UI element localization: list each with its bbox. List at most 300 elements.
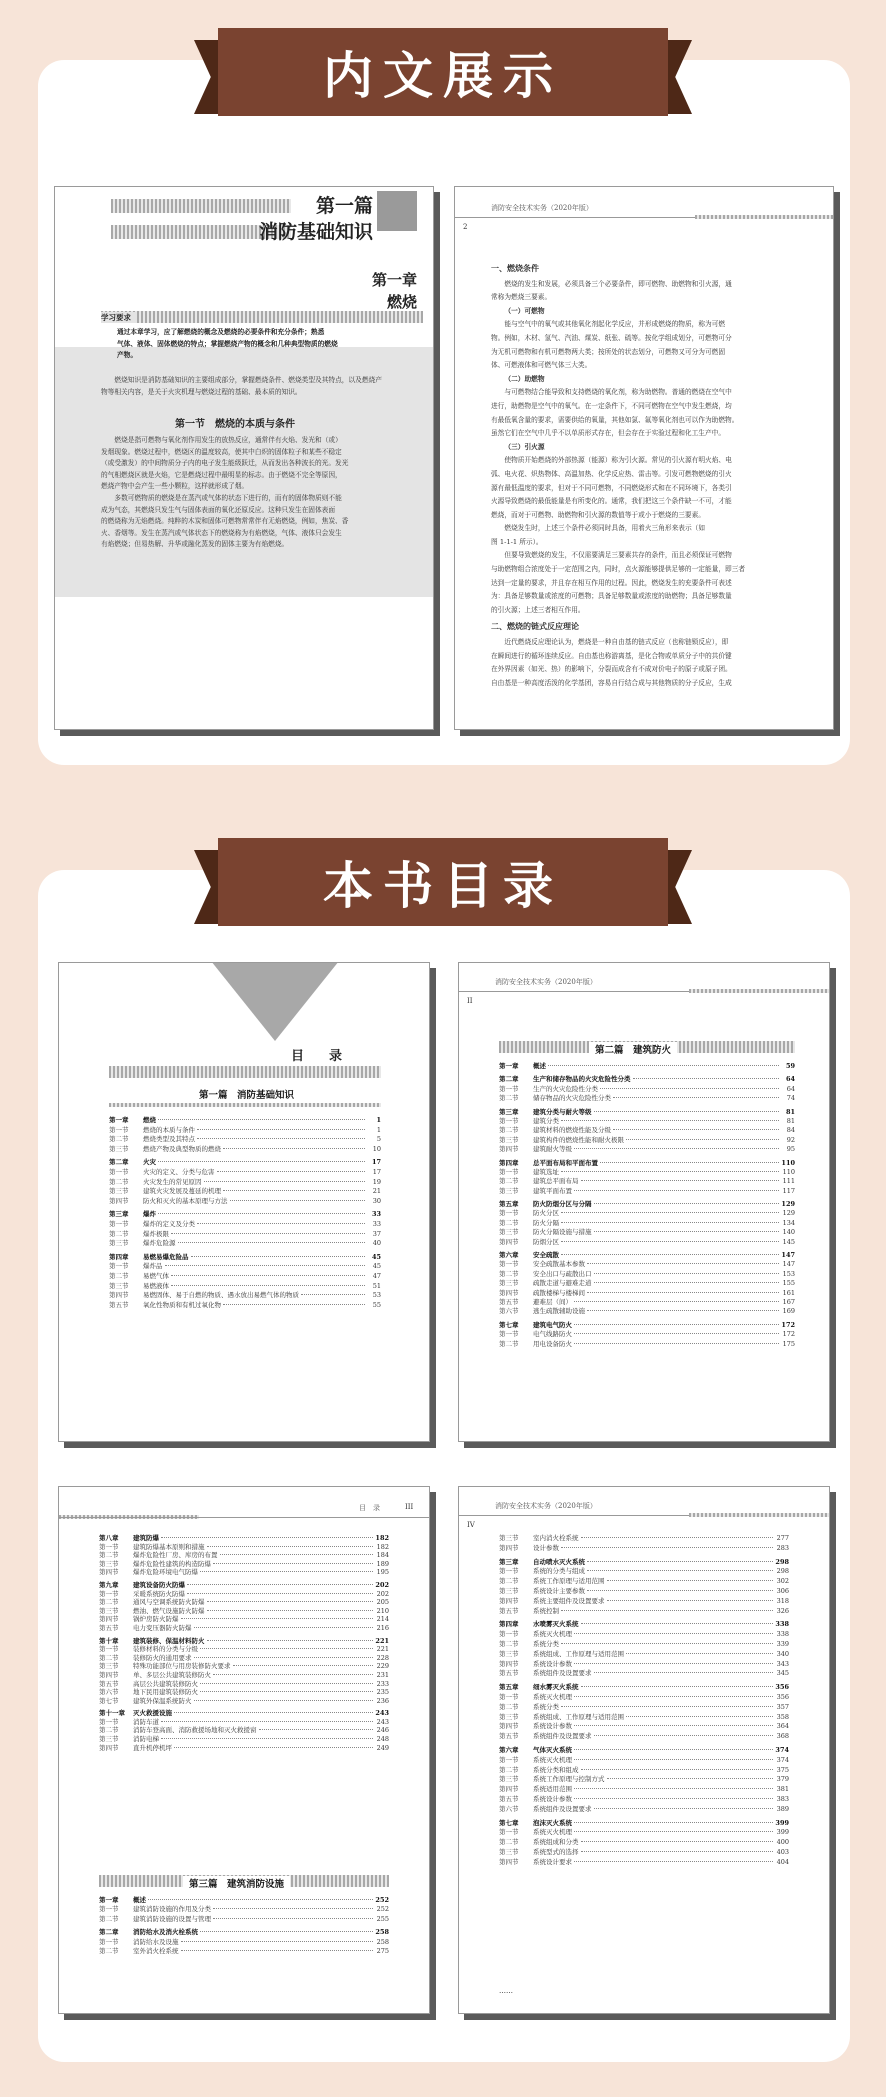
- toc-entry-title: 火灾发生的常见原因: [143, 1177, 202, 1186]
- toc-chapter-row: [99, 1895, 389, 1904]
- toc-dot-leader: [574, 1148, 779, 1149]
- toc-entry-title: 燃烧产物及典型物质的燃烧: [143, 1144, 221, 1153]
- toc-number: 第五节: [99, 1679, 119, 1688]
- toc-number: 第二节: [99, 1726, 119, 1735]
- toc-entry-title: 建筑电气防火: [533, 1320, 572, 1329]
- toc-entry-title: 防火和灭火的基本原理与方法: [143, 1196, 228, 1205]
- toc-section-row: [99, 1670, 389, 1679]
- toc-number: 第二节: [109, 1271, 129, 1280]
- toc-dot-leader: [561, 1241, 779, 1242]
- toc-entry-title: 火灾的定义、分类与危害: [143, 1167, 215, 1176]
- toc-entry-title: 易燃固体、易于自燃的物质、遇水放出易燃气体的物质: [143, 1291, 299, 1300]
- toc-page-number: 175: [782, 1339, 795, 1348]
- toc-dot-leader: [574, 1333, 779, 1334]
- page-number: 2: [463, 223, 468, 231]
- decor-triangle: [211, 962, 339, 1041]
- toc-dot-leader: [561, 1643, 773, 1644]
- toc-page-number: 258: [375, 1928, 389, 1937]
- toc-chapter-row: [109, 1115, 381, 1125]
- toc-entry-title: 建筑消防设施的设置与管理: [133, 1914, 211, 1923]
- toc-dot-leader: [561, 1120, 779, 1121]
- toc-page-number: 182: [376, 1542, 389, 1551]
- toc-page-number: 92: [786, 1135, 795, 1144]
- toc-number: 第三章: [109, 1210, 129, 1219]
- toc-entry-title: 系统设计参数: [533, 1794, 572, 1803]
- toc-number: 第五节: [499, 1732, 519, 1741]
- toc-chapter-row: [499, 1557, 789, 1567]
- toc-entry-title: 装修防火的通用要求: [133, 1653, 192, 1662]
- toc-page-number: 231: [376, 1670, 389, 1679]
- toc-section-row: [499, 1566, 789, 1576]
- toc-dot-leader: [548, 1065, 779, 1066]
- toc-page-number: 358: [776, 1712, 789, 1721]
- toc-number: 第三节: [499, 1279, 519, 1288]
- toc-dot-leader: [148, 1899, 373, 1900]
- toc-entry-title: 泡沫灭火系统: [533, 1818, 572, 1827]
- toc-number: 第四节: [499, 1785, 519, 1794]
- toc-entry-title: 火灾: [143, 1158, 156, 1167]
- toc-entry-title: 防火分隔设施与措施: [533, 1228, 592, 1237]
- toc-section-row: [109, 1281, 381, 1291]
- toc-entry-title: 逃生疏散辅助设施: [533, 1307, 585, 1316]
- toc-entry-title: 系统设计参数: [533, 1722, 572, 1731]
- toc-dot-leader: [561, 1610, 773, 1611]
- toc-dot-leader: [633, 1078, 780, 1079]
- toc-number: 第一节: [99, 1717, 119, 1726]
- toc-dot-leader: [574, 1788, 773, 1789]
- toc-page-number: 17: [372, 1167, 381, 1176]
- toc-entry-title: 生产和储存物品的火灾危险性分类: [533, 1075, 631, 1084]
- toc-entry-title: 建筑总平面布局: [533, 1177, 579, 1186]
- toc-section-row: [499, 1288, 795, 1297]
- toc-page-number: 17: [371, 1158, 381, 1167]
- toc-page-number: 134: [782, 1218, 795, 1227]
- page-number: IV: [467, 1521, 475, 1529]
- toc-number: 第三节: [99, 1559, 119, 1568]
- toc-section-row: [499, 1218, 795, 1227]
- toc-number: 第二节: [499, 1094, 519, 1103]
- toc-section-row: [109, 1196, 381, 1206]
- toc-dot-leader: [200, 1931, 373, 1932]
- toc-number: 第六章: [499, 1251, 519, 1260]
- section-ribbon-content: [208, 28, 678, 116]
- toc-page-number: 19: [372, 1177, 381, 1186]
- toc-number: 第二节: [499, 1702, 519, 1711]
- toc-page-number: 343: [776, 1659, 789, 1668]
- toc-dot-leader: [178, 1242, 366, 1243]
- toc-section-row: [99, 1653, 389, 1662]
- toc-number: 第三节: [499, 1135, 519, 1144]
- toc-dot-leader: [174, 1747, 373, 1748]
- toc-section-row: [499, 1208, 795, 1217]
- toc-page-number: 277: [776, 1534, 789, 1542]
- toc-page-number: 110: [781, 1158, 795, 1167]
- toc-entry-title: 灭火救援设施: [133, 1709, 172, 1718]
- toc-dot-leader: [594, 1203, 780, 1204]
- text-line: 燃烧发生时，上述三个条件必须同时具备，用着火三角形来表示（如: [504, 524, 706, 533]
- toc-entry-title: 爆炸危险性建筑的构造防爆: [133, 1559, 211, 1568]
- header-rule: [59, 1517, 430, 1518]
- toc-part-title: 第一篇 消防基础知识: [199, 1090, 295, 1101]
- toc-section-row: [499, 1116, 795, 1125]
- toc-number: 第二节: [499, 1639, 519, 1648]
- toc-dot-leader: [574, 1343, 779, 1344]
- toc-dot-leader: [594, 1282, 780, 1283]
- toc-entry-title: 系统组件及设置要求: [533, 1804, 592, 1813]
- toc-number: 第四节: [499, 1722, 519, 1731]
- toc-number: 第一章: [109, 1116, 129, 1124]
- toc-number: 第四节: [499, 1543, 519, 1552]
- toc-section-row: [499, 1606, 789, 1616]
- toc-list: [499, 1533, 789, 1867]
- toc-page-number: 110: [782, 1167, 795, 1176]
- toc-page-number: 161: [782, 1288, 795, 1297]
- text-line: 图 1-1-1 所示）。: [491, 537, 543, 546]
- toc-chapter-row: [99, 1708, 389, 1717]
- toc-section-row: [499, 1668, 789, 1678]
- toc-entry-title: 建筑装修、保温材料防火: [133, 1636, 205, 1645]
- toc-section-row: [99, 1937, 389, 1946]
- toc-list: [99, 1891, 389, 1955]
- toc-number: 第一节: [109, 1167, 129, 1176]
- toc-chapter-row: [499, 1250, 795, 1259]
- toc-number: 第二节: [499, 1126, 519, 1135]
- toc-chapter-row: [109, 1209, 381, 1219]
- text-line: 进行，助燃物是空气中的氧气。在一定条件下，不同可燃物在空气中发生燃烧，均: [491, 401, 732, 410]
- toc-page-number: 356: [776, 1692, 789, 1701]
- toc-page-number: 302: [776, 1577, 789, 1586]
- toc-page-number: 147: [781, 1251, 795, 1260]
- toc-page-number: 236: [376, 1696, 389, 1705]
- toc-section-row: [499, 1093, 795, 1102]
- toc-number: 第四节: [499, 1596, 519, 1605]
- toc-page-number: 145: [782, 1237, 795, 1246]
- text-line: 物。例如，木材、氢气、汽油、煤炭、纸张、硫等。按化学组成划分，可燃物可分: [491, 333, 732, 342]
- toc-entry-title: 通风与空调系统防火防爆: [133, 1598, 205, 1607]
- toc-entry-title: 消防车道: [133, 1717, 159, 1726]
- toc-number: 第一节: [499, 1630, 519, 1639]
- toc-dot-leader: [594, 1273, 780, 1274]
- toc-page-number: 111: [782, 1177, 795, 1186]
- toc-page-number: 117: [782, 1186, 795, 1195]
- book-page-chapter-opening: [54, 186, 434, 730]
- toc-dot-leader: [594, 1111, 780, 1112]
- toc-page-number: 374: [776, 1755, 789, 1764]
- header-stripe: [689, 989, 830, 993]
- toc-number: 第四节: [99, 1615, 119, 1624]
- toc-number: 第五节: [99, 1623, 119, 1632]
- toc-number: 第二节: [109, 1135, 129, 1144]
- toc-entry-title: 建筑火灾发展及蔓延的机理: [143, 1187, 221, 1196]
- toc-page-number: 381: [776, 1785, 789, 1794]
- toc-section-row: [109, 1177, 381, 1187]
- toc-number: 第三节: [109, 1281, 129, 1290]
- toc-page-number: 235: [376, 1688, 389, 1697]
- toc-section-row: [499, 1586, 789, 1596]
- toc-section-row: [499, 1847, 789, 1857]
- toc-page-number: 258: [376, 1937, 389, 1946]
- toc-dot-leader: [561, 1706, 773, 1707]
- text-line: 能与空气中的氧气或其他氧化剂起化学反应，并形成燃烧的物质，称为可燃: [504, 320, 726, 329]
- toc-page-number: 379: [776, 1775, 789, 1784]
- toc-page-number: 399: [776, 1828, 789, 1837]
- toc-page-number: 252: [376, 1905, 389, 1914]
- toc-entry-title: 设计参数: [533, 1543, 559, 1552]
- toc-page-number: 167: [782, 1297, 795, 1306]
- toc-number: 第六章: [499, 1745, 519, 1754]
- toc-number: 第二节: [499, 1218, 519, 1227]
- toc-number: 第一节: [499, 1755, 519, 1764]
- toc-dot-leader: [207, 1601, 374, 1602]
- toc-chapter-row: [499, 1107, 795, 1116]
- body-text: 燃烧是指可燃物与氧化剂作用发生的放热反应，通常伴有火焰、发光和（或） 发烟现象。燃烧过程中，燃烧区的温度较高，使其中白炽的固体粒子和某些不稳定 （或受激发）的中间物质分子内的电子发生能级跃迁，从而发出各种波长的光。发光 的气相燃烧区就是火焰，它是燃烧过程中最明显的标志。由于燃烧不完全等原因， 燃烧产物中会产生一些小颗粒，这样就形成了烟。 多数可燃物质的燃烧是在蒸汽或气体的状态下进行的，而有的固体物质则不能 成为气态，其燃烧只发生气与固体表面的氧化还原反应。这种只发生在固体表面 的燃烧称为无焰燃烧。纯粹的木炭和固体可燃物常常伴有无焰燃烧，例如，焦炭、香 火、香烟等。发生在蒸汽或气体状态下的燃烧称为有焰燃烧，气体、液体只会发生 有焰燃烧；但易热解、升华或融化蒸发的固体主要为有焰燃烧。: [101, 436, 349, 549]
- toc-entry-title: 气体灭火系统: [533, 1745, 572, 1754]
- toc-number: 第二节: [99, 1551, 119, 1560]
- toc-section-row: [99, 1743, 389, 1752]
- toc-section-row: [499, 1269, 795, 1278]
- toc-section-row: [99, 1597, 389, 1606]
- toc-page-number: 318: [776, 1596, 789, 1605]
- toc-section-row: [499, 1596, 789, 1606]
- toc-list: [99, 1529, 389, 1751]
- toc-number: 第三节: [499, 1586, 519, 1595]
- toc-dot-leader: [574, 1798, 773, 1799]
- toc-section-row: [499, 1692, 789, 1702]
- toc-entry-title: 避难层（间）: [533, 1297, 572, 1306]
- toc-page-number: 249: [376, 1743, 389, 1752]
- toc-section-row: [499, 1135, 795, 1144]
- toc-number: 第四节: [99, 1743, 119, 1752]
- toc-section-row: [499, 1339, 795, 1348]
- toc-entry-title: 系统灭火机理: [533, 1828, 572, 1837]
- toc-page-number: 389: [776, 1804, 789, 1813]
- toc-dot-leader: [594, 1808, 774, 1809]
- toc-entry-title: 系统型式的选择: [533, 1847, 579, 1856]
- toc-section-row: [99, 1614, 389, 1623]
- toc-dot-leader: [613, 1129, 779, 1130]
- toc-page-number: 202: [376, 1589, 389, 1598]
- page-number: II: [467, 997, 473, 1005]
- intro-text: 燃烧知识是消防基础知识的主要组成部分，掌握燃烧条件、燃烧类型及其特点，以及燃烧产 物等相关内容，是关于火灾机理与燃烧过程的基础、最本质的知识。: [101, 376, 382, 396]
- toc-section-row: [499, 1857, 789, 1867]
- toc-page-number: 221: [376, 1645, 389, 1654]
- toc-section-row: [499, 1227, 795, 1236]
- toc-number: 第一节: [99, 1905, 119, 1914]
- toc-number: 第五节: [109, 1300, 129, 1309]
- toc-number: 第一节: [499, 1084, 519, 1093]
- toc-number: 第三节: [499, 1712, 519, 1721]
- toc-number: 第二节: [499, 1765, 519, 1774]
- toc-number: 第三节: [499, 1649, 519, 1658]
- toc-number: 第一节: [109, 1219, 129, 1228]
- toc-entry-title: 爆炸危险性厂房、库房的布置: [133, 1551, 218, 1560]
- toc-number: 第三节: [109, 1187, 129, 1196]
- toc-number: 第五节: [499, 1669, 519, 1678]
- decor-stripe: [111, 199, 291, 213]
- toc-section-row: [499, 1543, 789, 1553]
- toc-dot-leader: [581, 1180, 780, 1181]
- toc-entry-title: 易燃液体: [143, 1281, 169, 1290]
- toc-entry-title: 防火分区: [533, 1209, 559, 1218]
- toc-entry-title: 燃烧类型及其特点: [143, 1135, 195, 1144]
- toc-chapter-row: [109, 1157, 381, 1167]
- toc-dot-leader: [197, 1138, 365, 1139]
- toc-dot-leader: [574, 1861, 773, 1862]
- toc-page-number: 33: [372, 1219, 381, 1228]
- toc-dot-leader: [181, 1941, 374, 1942]
- toc-dot-leader: [587, 1561, 773, 1562]
- toc-entry-title: 建筑分类: [533, 1116, 559, 1125]
- toc-page-number: 229: [376, 1662, 389, 1671]
- toc-dot-leader: [213, 1674, 373, 1675]
- toc-page-number: 298: [776, 1567, 789, 1576]
- toc-number: 第十章: [99, 1636, 119, 1645]
- toc-number: 第三节: [499, 1775, 519, 1784]
- toc-chapter-row: [499, 1682, 789, 1692]
- toc-dot-leader: [194, 1627, 374, 1628]
- toc-page-number: 326: [776, 1606, 789, 1615]
- toc-entry-title: 系统设计主要参数: [533, 1586, 585, 1595]
- goal-label: 学习要求: [101, 312, 137, 323]
- toc-section-row: [109, 1271, 381, 1281]
- toc-page-number: 340: [776, 1649, 789, 1658]
- toc-dot-leader: [207, 1610, 374, 1611]
- toc-number: 第三节: [99, 1662, 119, 1671]
- toc-entry-title: 总平面布局和平面布置: [533, 1158, 598, 1167]
- toc-section-row: [99, 1725, 389, 1734]
- toc-entry-title: 建筑防爆基本原则和措施: [133, 1542, 205, 1551]
- part-title: 消防基础知识: [258, 221, 373, 243]
- toc-chapter-row: [99, 1533, 389, 1542]
- toc-number: 第一节: [99, 1645, 119, 1654]
- toc-page-4: [458, 1486, 830, 2014]
- toc-number: 第三节: [99, 1735, 119, 1744]
- toc-section-row: [99, 1644, 389, 1653]
- toc-entry-title: 建筑设备防火防爆: [133, 1580, 185, 1589]
- toc-section-row: [99, 1606, 389, 1615]
- text-line: 常称为燃烧三要素。: [491, 293, 552, 302]
- toc-chapter-row: [499, 1619, 789, 1629]
- section-heading: 第一节 燃烧的本质与条件: [175, 419, 295, 430]
- running-header: 消防安全技术实务（2020年版）: [491, 204, 593, 212]
- toc-section-row: [99, 1542, 389, 1551]
- toc-number: 第三节: [499, 1534, 519, 1542]
- toc-entry-title: 系统组成、工作原理与适用范围: [533, 1649, 624, 1658]
- toc-dot-leader: [587, 1263, 779, 1264]
- toc-dot-leader: [574, 1696, 773, 1697]
- toc-entry-title: 系统的分类与组成: [533, 1567, 585, 1576]
- toc-page-number: 147: [782, 1260, 795, 1269]
- toc-section-row: [109, 1219, 381, 1229]
- toc-section-row: [99, 1687, 389, 1696]
- toc-ellipsis: ……: [499, 1987, 513, 1995]
- section-title: 本书目录: [323, 857, 563, 915]
- toc-dot-leader: [207, 1546, 374, 1547]
- toc-part-title: 第三篇 建筑消防设施: [183, 1876, 290, 1890]
- toc-dot-leader: [217, 1171, 366, 1172]
- toc-dot-leader: [587, 1590, 773, 1591]
- toc-number: 第五章: [499, 1200, 519, 1209]
- toc-number: 第三章: [499, 1107, 519, 1116]
- toc-section-row: [109, 1186, 381, 1196]
- toc-page-number: 81: [785, 1107, 795, 1116]
- text-line: 与可燃物结合能导致和支持燃烧的氧化剂，称为助燃物。普通的燃烧在空气中: [504, 388, 732, 397]
- chapter-label: 第一章: [371, 271, 417, 289]
- toc-section-row: [99, 1904, 389, 1913]
- toc-title: 目 录: [291, 1049, 349, 1064]
- toc-entry-title: 防火分隔: [533, 1218, 559, 1227]
- toc-section-row: [499, 1721, 789, 1731]
- toc-dot-leader: [187, 1584, 373, 1585]
- toc-number: 第四节: [99, 1568, 119, 1577]
- toc-dot-leader: [213, 1563, 373, 1564]
- toc-section-row: [499, 1784, 789, 1794]
- toc-page-number: 210: [376, 1606, 389, 1615]
- toc-chapter-row: [109, 1252, 381, 1262]
- toc-number: 第七章: [499, 1818, 519, 1827]
- toc-entry-title: 系统适用范围: [533, 1785, 572, 1794]
- toc-page-number: 1: [376, 1116, 381, 1124]
- toc-dot-leader: [220, 1554, 374, 1555]
- toc-section-row: [99, 1696, 389, 1705]
- toc-page-number: 45: [371, 1252, 381, 1261]
- toc-page-number: 140: [782, 1228, 795, 1237]
- toc-dot-leader: [161, 1721, 373, 1722]
- toc-entry-title: 直升机停机坪: [133, 1743, 172, 1752]
- toc-dot-leader: [158, 1161, 365, 1162]
- toc-entry-title: 装修材料的分类与分级: [133, 1645, 198, 1654]
- toc-dot-leader: [207, 1640, 374, 1641]
- toc-section-row: [499, 1237, 795, 1246]
- toc-entry-title: 系统工作原理与适用范围: [533, 1577, 605, 1586]
- toc-number: 第二节: [499, 1269, 519, 1278]
- toc-section-row: [499, 1639, 789, 1649]
- toc-section-row: [499, 1186, 795, 1195]
- toc-entry-title: 采暖系统防火防爆: [133, 1589, 185, 1598]
- toc-section-row: [499, 1329, 795, 1338]
- toc-page-number: 400: [776, 1838, 789, 1847]
- toc-number: 第三节: [109, 1144, 129, 1153]
- toc-dot-leader: [204, 1181, 366, 1182]
- toc-section-row: [499, 1765, 789, 1775]
- toc-dot-leader: [587, 1292, 779, 1293]
- toc-number: 第一节: [499, 1116, 519, 1125]
- toc-section-row: [499, 1794, 789, 1804]
- toc-page-number: 248: [376, 1735, 389, 1744]
- toc-page-number: 228: [376, 1653, 389, 1662]
- toc-dot-leader: [200, 1683, 373, 1684]
- toc-number: 第二节: [99, 1598, 119, 1607]
- toc-entry-title: 储存物品的火灾危险性分类: [533, 1094, 611, 1103]
- toc-entry-title: 爆炸品: [143, 1262, 163, 1271]
- toc-page-number: 356: [775, 1683, 789, 1692]
- toc-entry-title: 燃烧: [143, 1116, 156, 1124]
- toc-dot-leader: [574, 1822, 773, 1823]
- toc-number: 第二节: [99, 1653, 119, 1662]
- toc-dot-leader: [561, 1212, 779, 1213]
- toc-number: 第二节: [499, 1339, 519, 1348]
- goal-stripe: [101, 311, 423, 323]
- toc-entry-title: 爆炸极限: [143, 1229, 169, 1238]
- toc-entry-title: 电力变压器防火防爆: [133, 1623, 192, 1632]
- toc-dot-leader: [194, 1700, 374, 1701]
- toc-dot-leader: [607, 1580, 774, 1581]
- toc-number: 第六节: [499, 1307, 519, 1316]
- running-header: 消防安全技术实务（2020年版）: [495, 978, 597, 986]
- toc-section-row: [109, 1134, 381, 1144]
- toc-page-number: 345: [776, 1669, 789, 1678]
- toc-chapter-row: [499, 1745, 789, 1755]
